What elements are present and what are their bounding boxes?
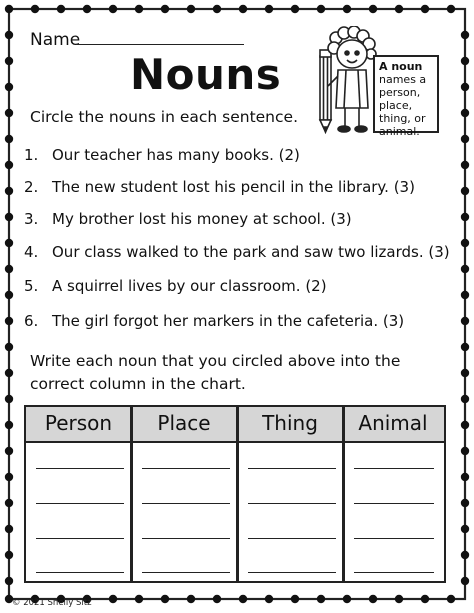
border-dot xyxy=(5,57,13,65)
border-dot xyxy=(109,595,117,603)
border-dot xyxy=(5,369,13,377)
answer-blank-line[interactable] xyxy=(36,468,124,469)
border-dot xyxy=(5,187,13,195)
border-dot xyxy=(5,213,13,221)
border-dot xyxy=(5,421,13,429)
copyright-footer: © 2021 Shelly Sitz xyxy=(12,598,92,608)
border-dot xyxy=(369,595,377,603)
border-dot xyxy=(461,213,469,221)
answer-blank-line[interactable] xyxy=(354,503,434,504)
border-dot xyxy=(239,5,247,13)
border-dot xyxy=(5,265,13,273)
border-dot xyxy=(369,5,377,13)
sentence-1[interactable] xyxy=(24,146,300,164)
border-dot xyxy=(109,5,117,13)
border-dot xyxy=(447,595,455,603)
border-dot xyxy=(5,239,13,247)
sentence-text[interactable]: A squirrel lives by our classroom. (2) xyxy=(52,277,327,295)
border-dot xyxy=(5,447,13,455)
border-dot xyxy=(83,5,91,13)
border-dot xyxy=(461,161,469,169)
answer-blank-line[interactable] xyxy=(142,503,230,504)
sentence-number: 1. xyxy=(24,146,39,164)
answer-blank-line[interactable] xyxy=(354,572,434,573)
sentence-6[interactable] xyxy=(24,312,404,330)
answer-blank-line[interactable] xyxy=(36,572,124,573)
border-dot xyxy=(461,57,469,65)
border-dot xyxy=(317,5,325,13)
border-dot xyxy=(291,5,299,13)
border-dot xyxy=(5,551,13,559)
border-dot xyxy=(461,343,469,351)
answer-blank-line[interactable] xyxy=(142,572,230,573)
column-header-place: Place xyxy=(157,411,211,435)
border-dot xyxy=(213,595,221,603)
border-dot xyxy=(461,447,469,455)
border-dot xyxy=(461,473,469,481)
answer-blank-line[interactable] xyxy=(248,572,336,573)
sentence-2[interactable] xyxy=(24,178,415,196)
border-dot xyxy=(5,83,13,91)
border-dot xyxy=(421,595,429,603)
border-dot xyxy=(187,595,195,603)
border-dot xyxy=(5,577,13,585)
border-dot xyxy=(135,5,143,13)
border-dot xyxy=(5,135,13,143)
border-dot xyxy=(461,109,469,117)
sentence-5[interactable] xyxy=(24,277,327,295)
border-dot xyxy=(5,5,13,13)
sentence-number: 5. xyxy=(24,277,39,295)
border-dot xyxy=(5,31,13,39)
border-dot xyxy=(461,395,469,403)
border-dot xyxy=(461,291,469,299)
answer-blank-line[interactable] xyxy=(36,503,124,504)
answer-blank-line[interactable] xyxy=(248,468,336,469)
border-dot xyxy=(343,595,351,603)
border-dot xyxy=(461,421,469,429)
border-dot xyxy=(5,499,13,507)
name-label: Name xyxy=(30,30,81,50)
border-dot xyxy=(5,109,13,117)
border-dot xyxy=(461,187,469,195)
border-dot xyxy=(5,473,13,481)
sentence-number: 6. xyxy=(24,312,39,330)
border-dot xyxy=(461,317,469,325)
border-dot xyxy=(461,525,469,533)
answer-blank-line[interactable] xyxy=(36,538,124,539)
sentence-text[interactable]: The new student lost his pencil in the library. (3) xyxy=(52,178,415,196)
answer-blank-line[interactable] xyxy=(248,538,336,539)
circle-instruction: Circle the nouns in each sentence. xyxy=(30,108,298,126)
border-dot xyxy=(57,5,65,13)
column-divider xyxy=(236,407,239,581)
noun-sorting-chart xyxy=(24,405,446,583)
sentence-number: 3. xyxy=(24,210,39,228)
column-divider xyxy=(130,407,133,581)
border-dot xyxy=(5,291,13,299)
border-dot xyxy=(265,595,273,603)
border-dot xyxy=(291,595,299,603)
answer-blank-line[interactable] xyxy=(142,538,230,539)
noun-definition-box xyxy=(373,55,439,138)
border-dot xyxy=(161,595,169,603)
name-blank-line[interactable] xyxy=(76,44,244,45)
column-header-person: Person xyxy=(44,411,113,435)
border-dot xyxy=(461,31,469,39)
definition-term: A noun xyxy=(379,60,423,73)
border-dot xyxy=(461,239,469,247)
border-dot xyxy=(421,5,429,13)
border-dot xyxy=(239,595,247,603)
border-dot xyxy=(5,525,13,533)
border-dot xyxy=(265,5,273,13)
sentence-text[interactable]: The girl forgot her markers in the cafeteria. (3) xyxy=(52,312,405,330)
answer-blank-line[interactable] xyxy=(354,468,434,469)
sentence-text[interactable]: My brother lost his money at school. (3) xyxy=(52,210,352,228)
border-dot xyxy=(213,5,221,13)
border-dot xyxy=(161,5,169,13)
border-dot xyxy=(317,595,325,603)
sentence-number: 4. xyxy=(24,243,39,261)
border-dot xyxy=(343,5,351,13)
border-dot xyxy=(5,317,13,325)
page-title: Nouns xyxy=(130,50,282,99)
answer-blank-line[interactable] xyxy=(354,538,434,539)
border-dot xyxy=(461,83,469,91)
sentence-number: 2. xyxy=(24,178,39,196)
chart-header-row xyxy=(26,407,444,443)
answer-blank-line[interactable] xyxy=(248,503,336,504)
column-header-thing: Thing xyxy=(262,411,318,435)
border-dot xyxy=(461,265,469,273)
border-dot xyxy=(5,343,13,351)
sentence-3[interactable] xyxy=(24,210,352,228)
border-dot xyxy=(461,499,469,507)
border-dot xyxy=(395,5,403,13)
border-dot xyxy=(461,551,469,559)
border-dot xyxy=(461,369,469,377)
border-dot xyxy=(461,135,469,143)
border-dot xyxy=(461,577,469,585)
sentence-4[interactable] xyxy=(24,243,450,261)
border-dot xyxy=(31,5,39,13)
border-dot xyxy=(5,161,13,169)
sentence-text[interactable]: Our teacher has many books. (2) xyxy=(52,146,300,164)
border-dot xyxy=(5,395,13,403)
column-header-animal: Animal xyxy=(358,411,428,435)
border-dot xyxy=(395,595,403,603)
answer-blank-line[interactable] xyxy=(142,468,230,469)
definition-text: names a person, place, thing, or animal. xyxy=(379,73,427,138)
border-dot xyxy=(187,5,195,13)
sentence-text[interactable]: Our class walked to the park and saw two lizards. (3) xyxy=(52,243,450,261)
border-dot xyxy=(135,595,143,603)
write-instruction: Write each noun that you circled above into the correct column in the chart. xyxy=(30,352,401,393)
border-dot xyxy=(447,5,455,13)
column-divider xyxy=(342,407,345,581)
